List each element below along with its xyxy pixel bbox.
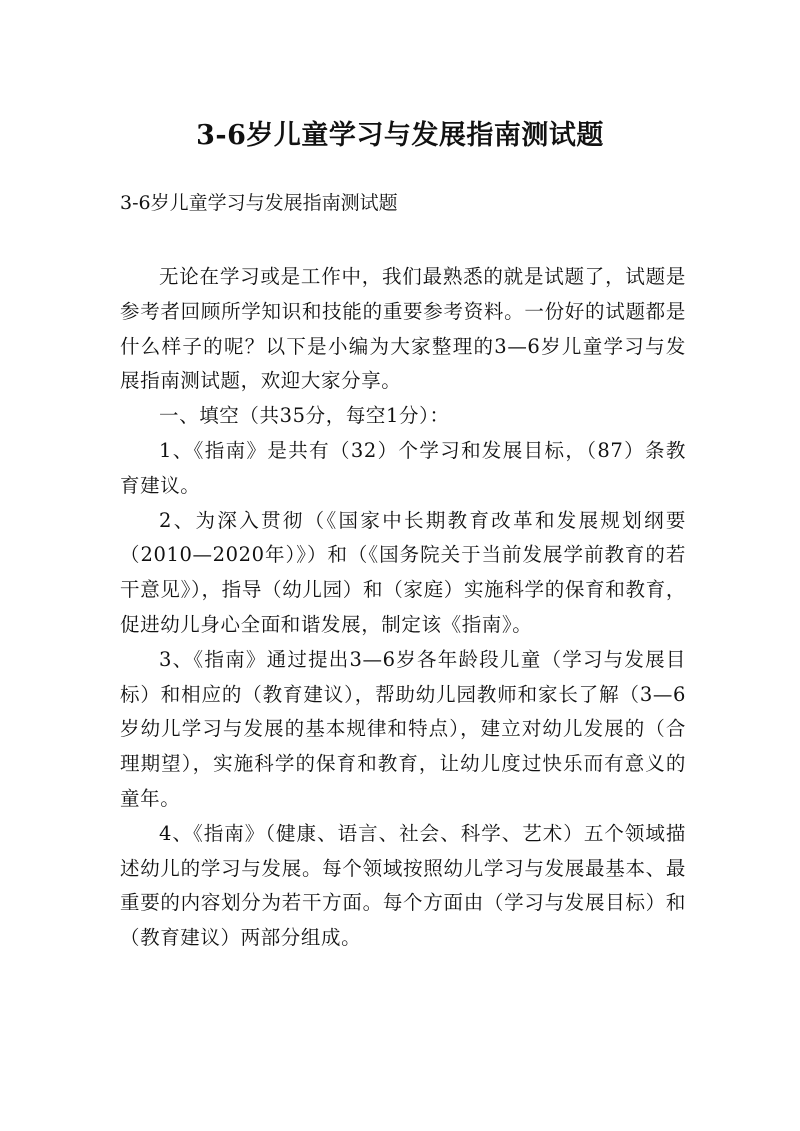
intro-paragraph: 无论在学习或是工作中，我们最熟悉的就是试题了，试题是参考者回顾所学知识和技能的重要参考资料。一份好的试题都是什么样子的呢？以下是小编为大家整理的3—6岁儿童学习与发展指南测试题，欢迎大家分享。 (120, 265, 686, 393)
document-subtitle: 3-6岁儿童学习与发展指南测试题 (120, 192, 398, 214)
section-heading: 一、填空（共35分，每空1分）： (159, 404, 450, 428)
question-4: 4、《指南》（健康、语言、社会、科学、艺术）五个领域描述幼儿的学习与发展。每个领域按照幼儿学习与发展最基本、最重要的内容划分为若干方面。每个方面由（学习与发展目标）和（教育建议）两部分组成。 (120, 821, 686, 950)
document-title: 3-6岁儿童学习与发展指南测试题 (196, 120, 604, 152)
question-3: 3、《指南》通过提出3—6岁各年龄段儿童（学习与发展目标）和相应的（教育建议），帮助幼儿园教师和家长了解（3—6岁幼儿学习与发展的基本规律和特点），建立对幼儿发展的（合理期望），实施科学的保育和教育，让幼儿度过快乐而有意义的童年。 (120, 647, 686, 810)
question-2: 2、为深入贯彻（《国家中长期教育改革和发展规划纲要（2010—2020年）》）和（《国务院关于当前发展学前教育的若干意见》），指导（幼儿园）和（家庭）实施科学的保育和教育，促进幼儿身心全面和谐发展，制定该《指南》。 (120, 508, 686, 636)
document-body (120, 260, 686, 956)
question-1: 1、《指南》是共有（32）个学习和发展目标，（87）条教育建议。 (120, 438, 686, 497)
